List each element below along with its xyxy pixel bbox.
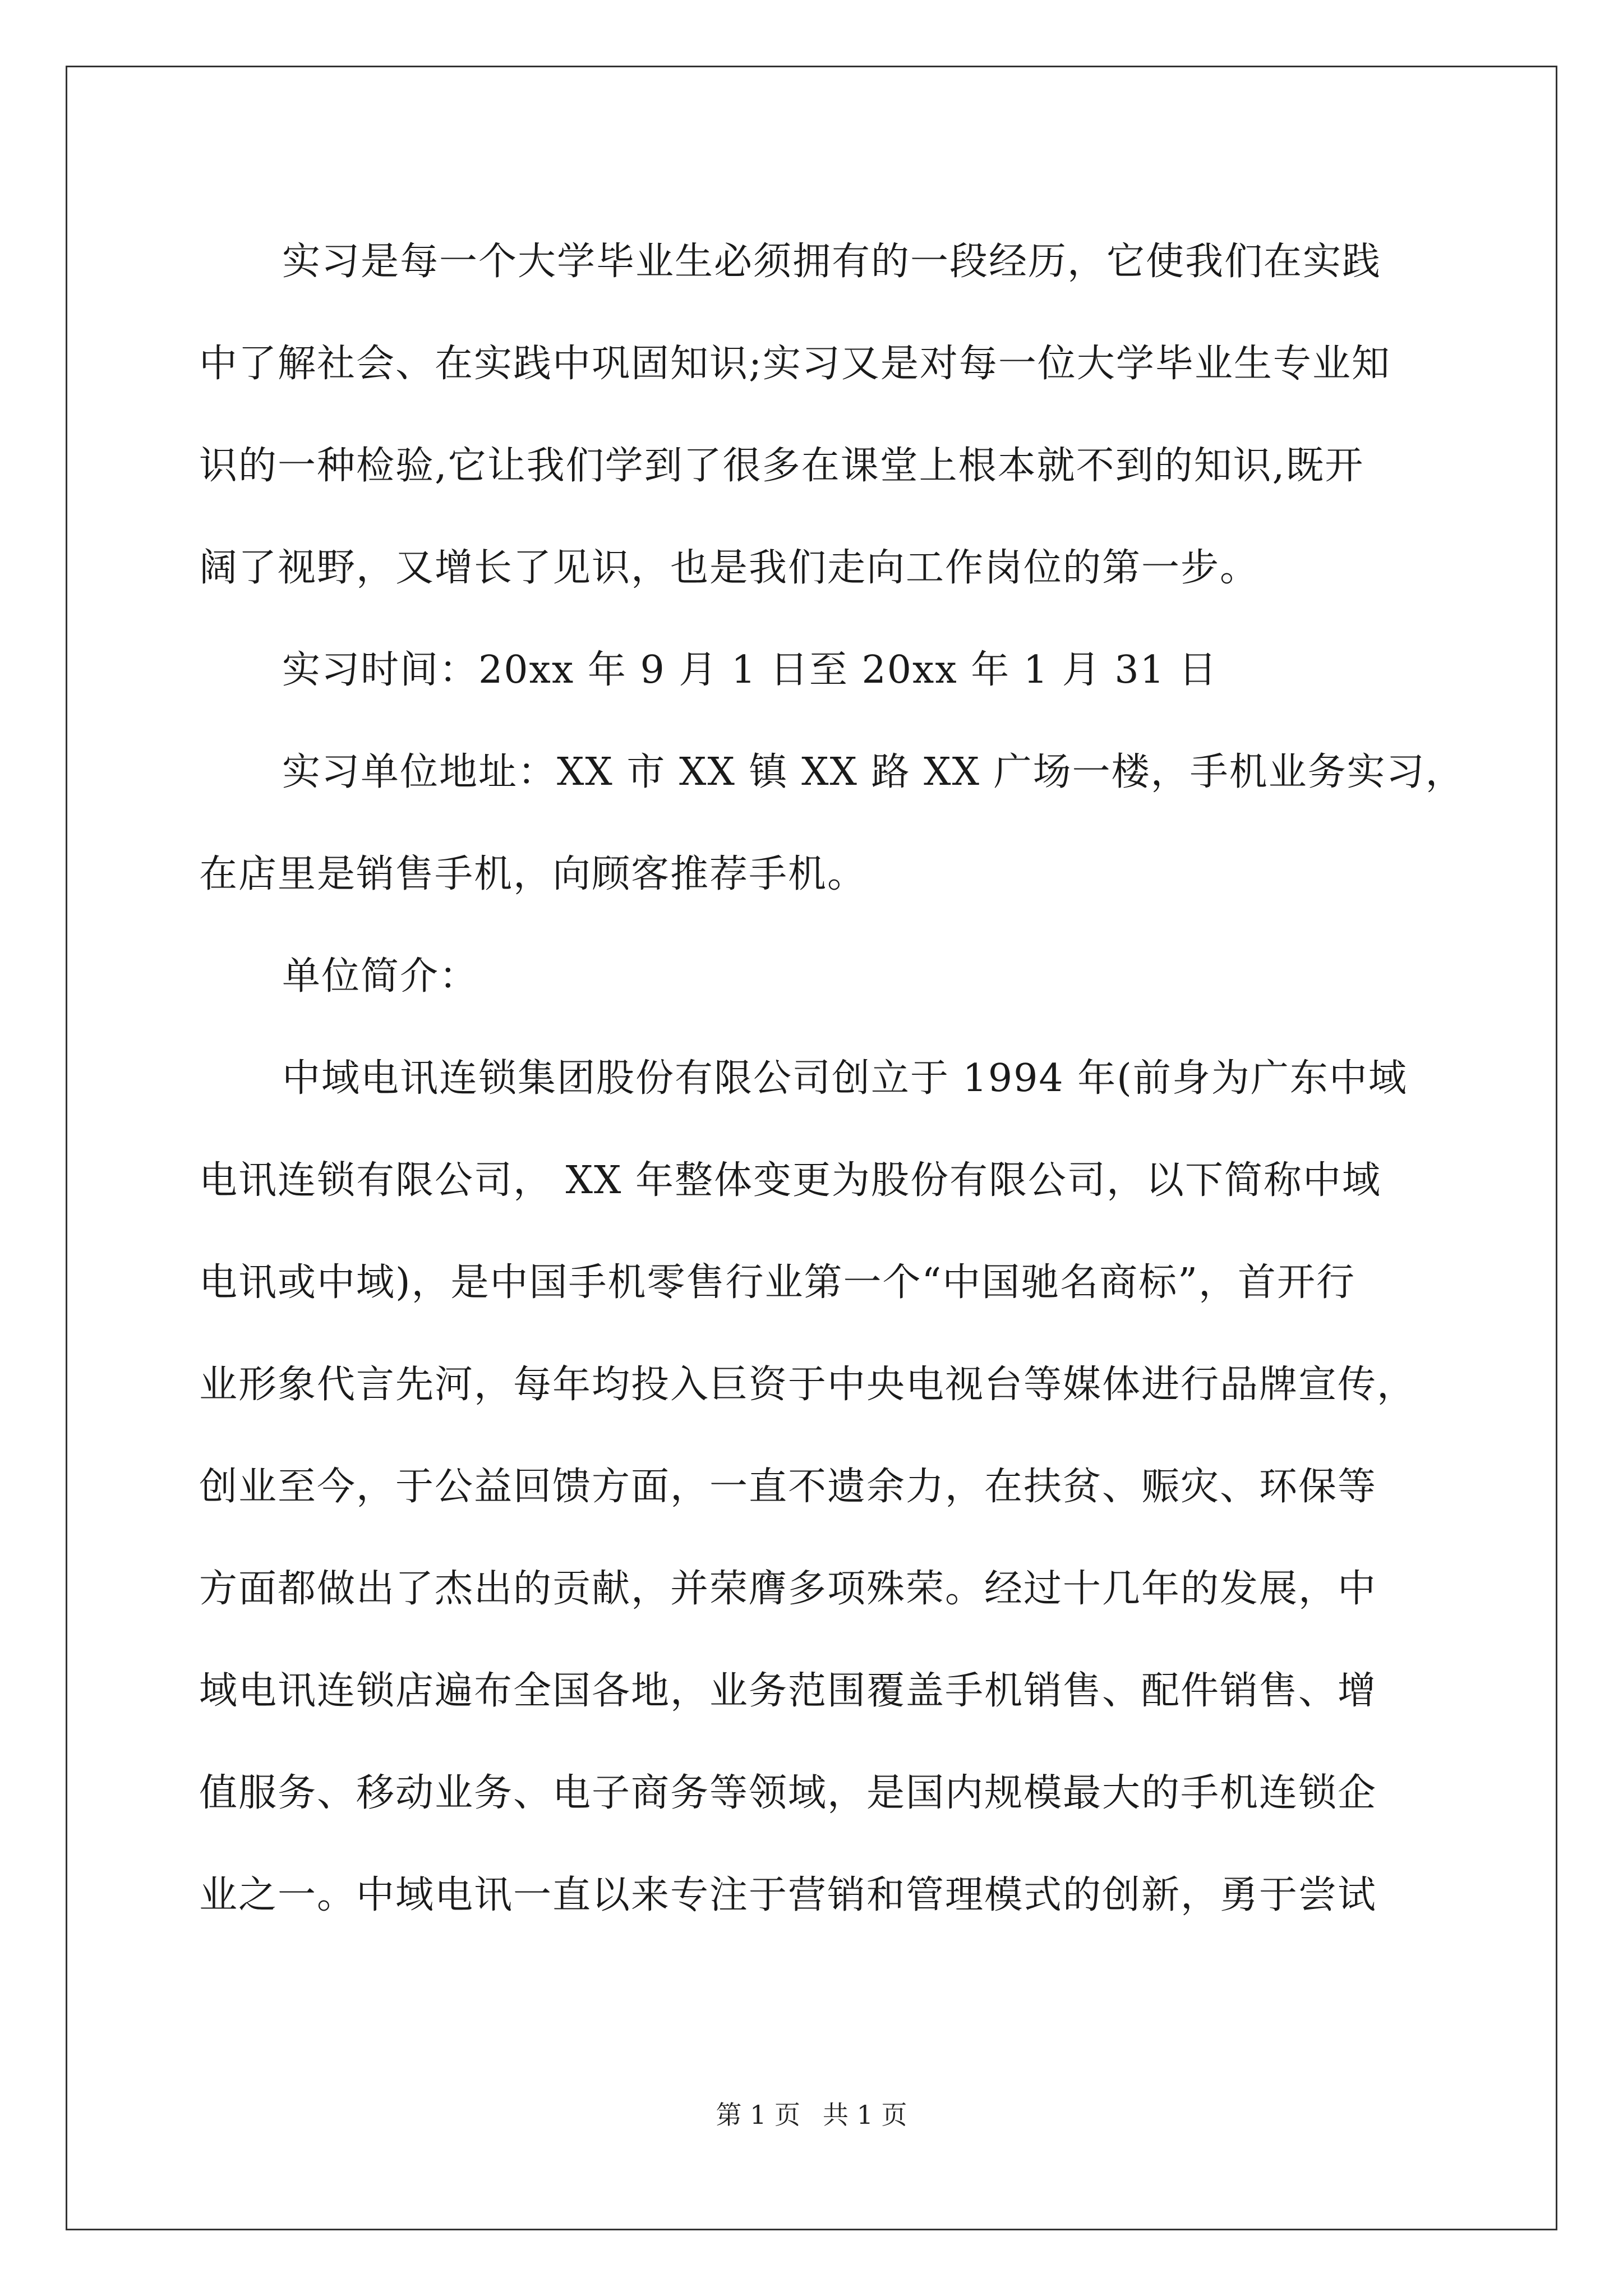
text-line-12: 业形象代言先河，每年均投入巨资于中央电视台等媒体进行品牌宣传， [199,1363,1417,1407]
text-line-1: 实习是每一个大学毕业生必须拥有的一段经历，它使我们在实践 [282,240,1382,284]
text-line-11: 电讯或中域)，是中国手机零售行业第一个“中国驰名商标”，首开行 [199,1260,1356,1305]
text-line-4: 阔了视野，又增长了见识，也是我们走向工作岗位的第一步。 [199,546,1260,590]
text-line-15: 域电讯连锁店遍布全国各地，业务范围覆盖手机销售、配件销售、增 [199,1669,1377,1713]
text-line-14: 方面都做出了杰出的贡献，并荣膺多项殊荣。经过十几年的发展，中 [199,1567,1377,1611]
page-number-total: 共 1 页 [823,2100,907,2130]
section-heading-company-intro: 单位简介： [282,954,479,999]
text-line-13: 创业至今，于公益回馈方面，一直不遗余力，在扶贫、赈灾、环保等 [199,1465,1377,1509]
text-line-9: 中域电讯连锁集团股份有限公司创立于 1994 年(前身为广东中域 [282,1056,1408,1101]
text-line-2: 中了解社会、在实践中巩固知识;实习又是对每一位大学毕业生专业知 [199,342,1391,386]
internship-period: 实习时间：20xx 年 9 月 1 日至 20xx 年 1 月 31 日 [282,648,1218,692]
text-line-16: 值服务、移动业务、电子商务等领域，是国内规模最大的手机连锁企 [199,1771,1377,1815]
internship-address: 实习单位地址：XX 市 XX 镇 XX 路 XX 广场一楼，手机业务实习， [282,750,1465,794]
page-footer [0,2098,1623,2132]
text-line-17: 业之一。中域电讯一直以来专注于营销和管理模式的创新，勇于尝试 [199,1873,1377,1917]
text-line-3: 识的一种检验,它让我们学到了很多在课堂上根本就不到的知识,既开 [199,444,1364,488]
text-line-7: 在店里是销售手机，向顾客推荐手机。 [199,852,867,896]
page-number-current: 第 1 页 [716,2100,800,2130]
document-body [199,211,1465,1947]
text-line-10: 电讯连锁有限公司， XX 年整体变更为股份有限公司，以下简称中域 [199,1158,1382,1203]
